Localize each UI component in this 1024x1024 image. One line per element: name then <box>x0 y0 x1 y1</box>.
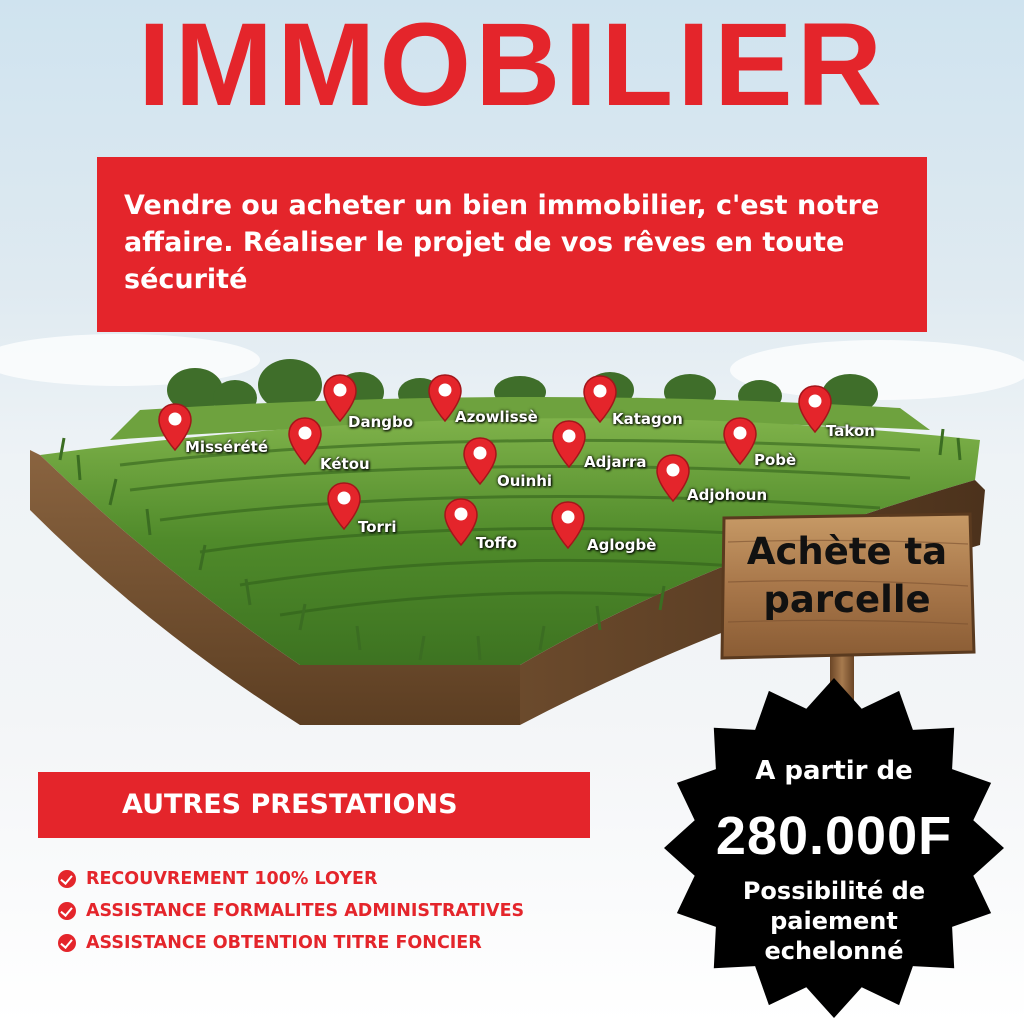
location-label: Pobè <box>754 451 797 469</box>
location-label: Katagon <box>612 410 683 428</box>
map-pin-icon <box>462 436 498 486</box>
map-pin-icon <box>287 416 323 466</box>
prestation-label: ASSISTANCE OBTENTION TITRE FONCIER <box>86 933 482 953</box>
map-pin-icon <box>326 481 362 531</box>
map-pin-icon <box>443 497 479 547</box>
sign-line-1: Achète ta <box>746 530 948 573</box>
check-icon <box>58 870 76 888</box>
check-icon <box>58 934 76 952</box>
sign-line-2: parcelle <box>763 578 931 621</box>
prestation-item <box>58 866 524 898</box>
sign-text <box>718 528 976 624</box>
badge-note-3: echelonné <box>764 937 904 965</box>
badge-note-1: Possibilité de <box>742 877 926 905</box>
map-pin-icon <box>551 419 587 469</box>
badge-price: 280.000F <box>715 806 953 866</box>
page-title: IMMOBILIER <box>138 0 886 131</box>
prestation-item <box>58 930 524 962</box>
badge-note-2: paiement <box>770 907 898 935</box>
location-label: Azowlissè <box>455 408 538 426</box>
prestations-title: AUTRES PRESTATIONS <box>38 772 590 838</box>
location-label: Ouinhi <box>497 472 553 490</box>
intro-banner: Vendre ou acheter un bien immobilier, c'est notre affaire. Réaliser le projet de vos rêves en toute sécurité <box>97 157 927 332</box>
location-label: Toffo <box>476 534 518 552</box>
location-label: Dangbo <box>348 413 414 431</box>
prestation-label: RECOUVREMENT 100% LOYER <box>86 869 378 889</box>
badge-from: A partir de <box>755 756 913 786</box>
location-label: Kétou <box>320 455 370 473</box>
check-icon <box>58 902 76 920</box>
badge-note <box>648 876 1020 966</box>
location-label: Missérété <box>185 438 269 456</box>
location-label: Torri <box>358 518 397 536</box>
location-label: Aglogbè <box>587 536 657 554</box>
location-label: Takon <box>826 422 875 440</box>
prestation-label: ASSISTANCE FORMALITES ADMINISTRATIVES <box>86 901 525 921</box>
map-pin-icon <box>550 500 586 550</box>
prestation-item <box>58 898 524 930</box>
map-pin-icon <box>722 416 758 466</box>
location-label: Adjohoun <box>687 486 768 504</box>
prestations-list <box>58 866 524 962</box>
map-pin-icon <box>655 453 691 503</box>
location-label: Adjarra <box>584 453 647 471</box>
